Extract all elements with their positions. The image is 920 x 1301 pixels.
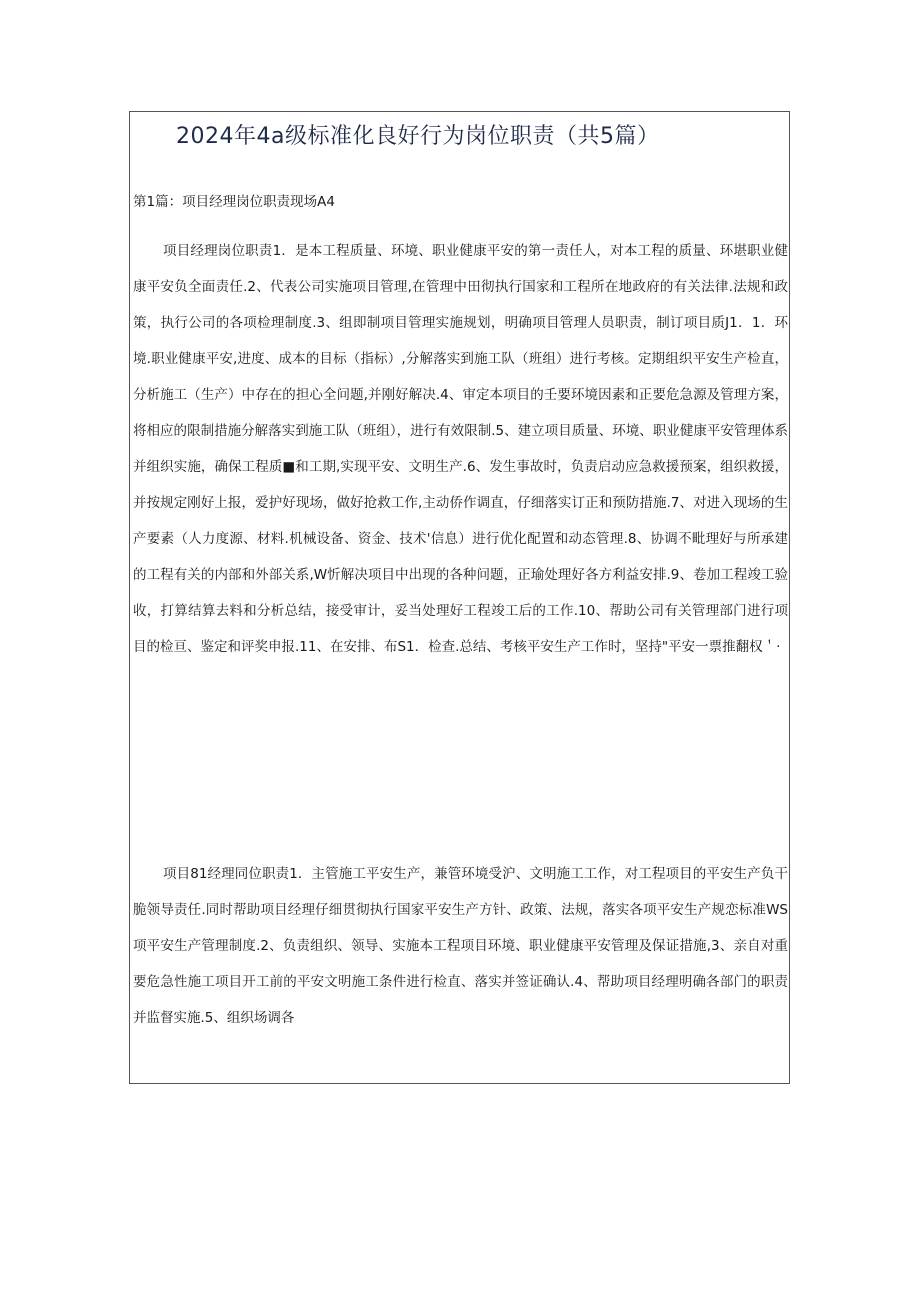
- document-title: 2024年4a级标准化良好行为岗位职责（共5篇）: [176, 124, 660, 149]
- document-frame: [129, 111, 790, 1084]
- body-paragraph-2: 项目81经理同位职责1．主管施工平安生产，兼管环境受沪、文明施工工作，对工程项目的平安生产负干脆领导责任.同时帮助项目经理仔细贯彻执行国家平安生产方针、政策、法规，落实各项平安生产规恋标准WS项平安生产管理制度.2、负责组织、领导、实施本工程项目环境、职业健康平安管理及保证措施,3、亲自对重要危急性施工项目开工前的平安文明施工条件进行检直、落实并签证确认.4、帮助项目经理明确各部门的职责并监督实施.5、组织场调各: [133, 866, 788, 1026]
- body-paragraph-1: 项目经理岗位职责1．是本工程质量、环境、职业健康平安的第一责任人，对本工程的质量、环堪职业健康平安负全面责任.2、代表公司实施项目管理,在管理中田彻执行国家和工程所在地政府的有关法律.法规和政策，执行公司的各项检理制度.3、组即制项目管理实施规划，明确项目管理人员职责，制订项目质J1．1．环境.职业健康平安,进度、成本的目标（指标）,分解落实到施工队（班组）进行考核。定期组织平安生产检直，分析施工（生产）中存在的担心全问题,并刚好解决.4、审定本项目的壬要环境因素和正要危急源及管理方案，将相应的限制措施分解落实到施工队（班组），进行有效限制.5、建立项目质量、环境、职业健康平安管理体系并组织实施，确保工程质■和工期,实现平安、文明生产.6、发生事故时，负责启动应急救援预案，组织救援，并按规定刚好上报，爱护好现场，做好抢救工作,主动侨作调直，仔细落实订正和预防措施.7、对进入现场的生产要素（人力度源、材料.机械设备、资金、技术'信息）进行优化配置和动态管理.8、协调不毗理好与所承建的工程有关的内部和外部关系,W忻解决项目中出现的各种问题，正瑜处理好各方利益安排.9、卷加工程竣工验收，打算结算去料和分析总结，接受审计，妥当处理好工程竣工后的工作.10、帮助公司有关管理部门进行项目的检亘、鉴定和评奖申报.11、在安排、布S1．检查.总结、考核平安生产工作时，坚持"平安一票推翻权＇·: [133, 243, 788, 655]
- section-heading: 第1篇：项目经理岗位职责现场A4: [133, 194, 335, 210]
